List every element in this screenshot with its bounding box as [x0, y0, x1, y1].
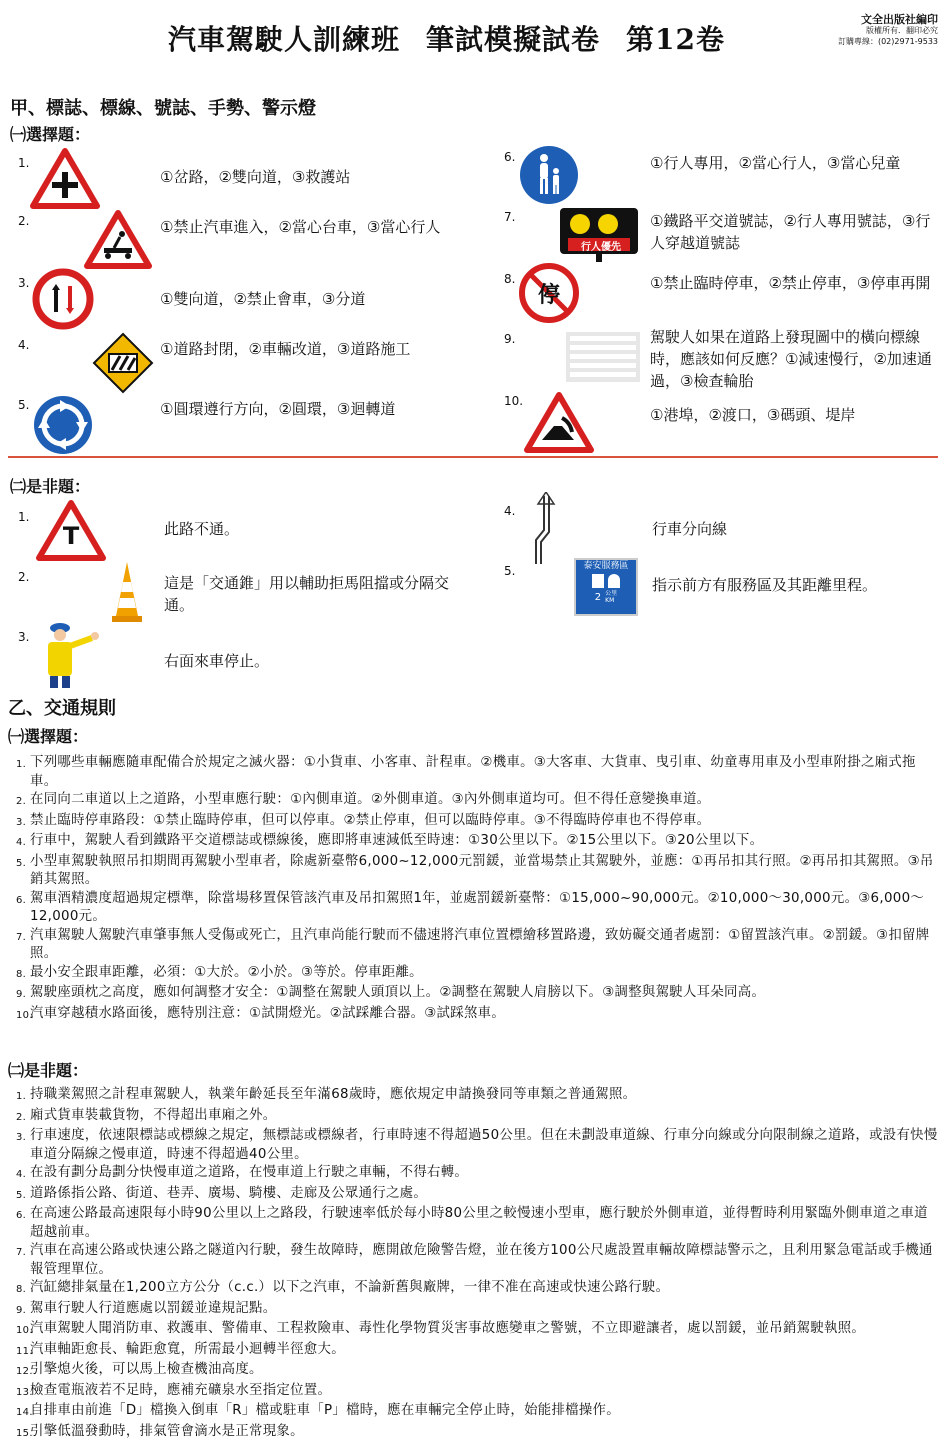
- service-area-sign: [574, 558, 638, 616]
- service-distance-row: [576, 590, 636, 604]
- part-b-tf-title: ㈡是非題：: [8, 1061, 89, 1080]
- part-b-tf-list: [16, 1086, 940, 1443]
- question-text: 駕車酒精濃度超過規定標準，除當場移置保管該汽車及吊扣駕照1年，並處罰鍰新臺幣：①15,000~90,000元。②10,000～30,000元。③6,000～12,000元。: [30, 890, 925, 924]
- publisher-block: [838, 14, 938, 47]
- rule-choice-question-9: [16, 984, 940, 1005]
- question-number: 11.: [16, 1345, 33, 1357]
- part-a-signs: [0, 76, 952, 690]
- roundabout-sign-icon: [32, 394, 94, 456]
- transverse-marking-icon: [566, 332, 640, 382]
- question-text: 行車速度，依速限標誌或標線之規定，無標誌或標線者，行車時速不得超過50公里。但在未劃設車道線、行車分向線或分向限制線之道路，或設有快慢車道分隔線之慢車道，時速不得超過40公里。: [30, 1128, 938, 1162]
- lane-separation-line-icon: [524, 492, 560, 566]
- question-text: 小型車駕駛執照吊扣期間再駕駛小型車者，除處新臺幣6,000~12,000元罰鍰，並當場禁止其駕駛外，並應：①再吊扣其行照。②再吊扣其駕照。③吊銷其駕照。: [30, 853, 934, 887]
- rule-choice-question-1: [16, 754, 940, 791]
- rule-tf-question-15: [16, 1423, 940, 1444]
- part-a-tf-title: ㈡是非題：: [10, 477, 91, 496]
- sign-question-4: 4. ①道路封閉，②車輛改道，③道路施工: [18, 338, 458, 396]
- sign-question-8: 8. 停 ①禁止臨時停車，②禁止停車，③停車再開: [504, 272, 944, 330]
- rule-tf-question-2: [16, 1107, 940, 1128]
- sign-question-5: 5. ①圓環遵行方向，②圓環，③迴轉道: [18, 398, 458, 456]
- question-text: 檢查電瓶液若不足時，應補充礦泉水至指定位置。: [30, 1382, 332, 1398]
- fuel-icon: [592, 574, 604, 588]
- rule-choice-question-8: [16, 964, 940, 985]
- rule-tf-question-11: [16, 1341, 940, 1362]
- question-text: 引擎熄火後，可以馬上檢查機油高度。: [30, 1362, 263, 1377]
- sign-question-9: 9. 駕駛人如果在道路上發現圖中的橫向標線時，應該如何反應？①減速慢行，②加速通過，③檢查輪胎: [504, 328, 932, 390]
- food-icon: [608, 574, 620, 588]
- question-number: 9.: [16, 989, 27, 1000]
- question-number: 3.: [16, 1132, 27, 1143]
- service-distance-unit: 公里 KM: [605, 590, 618, 604]
- road-closed-diamond-sign-icon: [92, 332, 154, 394]
- question-number: 1.: [16, 759, 27, 770]
- rule-choice-question-6: [16, 890, 940, 927]
- question-number: 10.: [16, 1325, 33, 1336]
- question-number: 8.: [16, 1284, 27, 1295]
- question-text: 在設有劃分島劃分快慢車道之道路，在慢車道上行駛之車輛，不得右轉。: [30, 1165, 469, 1180]
- sign-question-2: 2. ①禁止汽車進入，②當心台車，③當心行人: [18, 214, 458, 272]
- question-text: 自排車由前進「D」檔換入倒車「R」檔或駐車「P」檔時，應在車輛完全停止時，始能排檔操作。: [30, 1403, 620, 1418]
- rule-tf-question-8: [16, 1279, 940, 1300]
- sign-tf-2: 2. 這是「交通錐」用以輔助拒馬阻擋或分隔交通。: [18, 570, 458, 628]
- sign-tf-5: 5. 泰安服務區 2 公里 KM 指示前方有服務區及其距離里程。: [504, 564, 944, 622]
- question-number: 1.: [16, 1091, 27, 1102]
- sign-question-10: 10. ①港埠，②渡口，③碼頭、堤岸: [504, 394, 944, 452]
- sign-tf-3: 3. 右面來車停止。: [18, 630, 458, 688]
- question-text: 在同向二車道以上之道路，小型車應行駛：①內側車道。②外側車道。③內外側車道均可。但不得任意變換車道。: [30, 792, 711, 807]
- question-text: 最小安全跟車距離，必須：①大於。②小於。③等於。停車距離。: [30, 964, 423, 980]
- rule-tf-question-10: [16, 1320, 940, 1341]
- rule-tf-question-5: [16, 1185, 940, 1206]
- question-text: 汽車駕駛人聞消防車、救護車、警備車、工程救險車、毒性化學物質災害事故應變車之警號，不立即避讓者，處以罰鍰，並吊銷駕駛執照。: [30, 1321, 866, 1336]
- rule-tf-question-4: [16, 1164, 940, 1185]
- title-exam: 筆試模擬試卷: [426, 23, 601, 56]
- question-text: 廂式貨車裝載貨物，不得超出車廂之外。: [30, 1107, 277, 1123]
- crossroad-sign-icon: [30, 148, 100, 210]
- rule-tf-question-6: [16, 1205, 940, 1242]
- page-title: [168, 18, 751, 58]
- title-course: 汽車駕駛人訓練班: [168, 23, 401, 56]
- question-number: 14.: [16, 1407, 33, 1418]
- question-text: 禁止臨時停車路段：①禁止臨時停車，但可以停車。②禁止停車，但可以臨時停車。③不得臨時停車也不得停車。: [30, 812, 711, 828]
- part-a-title: 甲、標誌、標線、號誌、手勢、警示燈: [10, 98, 316, 119]
- pedestrian-priority-label: 行人優先: [581, 242, 621, 253]
- rule-choice-question-7: [16, 927, 940, 964]
- question-number: 3.: [16, 816, 27, 828]
- service-icons: [576, 574, 636, 588]
- part-b-choice-title: ㈠選擇題：: [8, 727, 89, 746]
- rule-tf-question-13: [16, 1382, 940, 1403]
- rule-tf-question-12: [16, 1361, 940, 1382]
- question-number: 2.: [16, 1111, 27, 1123]
- sign-tf-1: 1. T 此路不通。: [18, 510, 458, 568]
- question-number: 12.: [16, 1366, 33, 1377]
- rule-choice-question-2: [16, 791, 940, 812]
- question-number: 4.: [16, 837, 27, 848]
- question-number: 15.: [16, 1427, 33, 1439]
- question-text: 汽車在高速公路或快速公路之隧道內行駛，發生故障時，應開啟危險警告燈，並在後方100公尺處設置車輛故障標誌警示之，且利用緊急電話或手機通報管理單位。: [30, 1243, 933, 1277]
- copyright: 版權所有．翻印必究: [866, 26, 938, 35]
- title-volume: 第12卷: [626, 23, 725, 56]
- question-number: 13.: [16, 1386, 33, 1398]
- publisher: 文全出版社編印: [861, 13, 938, 26]
- service-area-name: 泰安服務區: [583, 561, 629, 571]
- rule-tf-question-3: [16, 1127, 940, 1164]
- header: [0, 10, 952, 70]
- pedestrian-only-sign-icon: [518, 144, 580, 206]
- question-text: 汽缸總排氣量在1,200立方公分（c.c.）以下之汽車，不論新舊與廠牌，一律不准在高速或快速公路行駛。: [30, 1280, 670, 1295]
- rule-tf-question-9: [16, 1300, 940, 1321]
- traffic-police-hand-signal-icon: [38, 622, 108, 690]
- question-text: 在高速公路最高速限每小時90公里以上之路段，行駛速率低於每小時80公里之較慢速小型車，應行駛於外側車道，並得暫時利用緊臨外側車道之車道超越前車。: [30, 1206, 928, 1240]
- part-b-rules: [0, 690, 952, 1448]
- stop-character: 停: [537, 283, 560, 308]
- trolley-warning-sign-icon: [84, 210, 152, 270]
- sign-question-6: 6. ①行人專用，②當心行人，③當心兒童: [504, 150, 944, 208]
- sign-question-3: 3. ①雙向道，②禁止會車，③分道: [18, 276, 458, 334]
- question-number: 5.: [16, 857, 27, 869]
- question-text: 下列哪些車輛應隨車配備合於規定之滅火器：①小貨車、小客車、計程車。②機車。③大客車、大貨車、曳引車、幼童專用車及小型車附掛之廂式拖車。: [30, 755, 916, 789]
- waterfront-warning-sign-icon: [524, 392, 594, 454]
- rule-tf-question-14: [16, 1402, 940, 1423]
- section-divider: [8, 456, 938, 458]
- question-number: 7.: [16, 931, 27, 943]
- part-a-choice-title: ㈠選擇題：: [10, 125, 91, 144]
- question-number: 7.: [16, 1247, 27, 1258]
- question-text: 行車中，駕駛人看到鐵路平交道標誌或標線後，應即將車速減低至時速：①30公里以下。②15公里以下。③20公里以下。: [30, 833, 764, 848]
- rule-tf-question-1: [16, 1086, 940, 1107]
- question-number: 8.: [16, 968, 27, 980]
- part-b-choice-list: [16, 754, 940, 1025]
- rule-choice-question-5: [16, 853, 940, 890]
- service-distance: 2: [594, 591, 602, 603]
- question-number: 6.: [16, 1210, 27, 1221]
- question-number: 2.: [16, 796, 27, 807]
- dead-end-t-letter: T: [62, 522, 80, 550]
- part-b-title: 乙、交通規則: [8, 698, 116, 719]
- order-phone: 訂購專線：(02)2971-9533: [837, 37, 938, 46]
- question-number: 6.: [16, 894, 27, 906]
- rule-choice-question-3: [16, 812, 940, 833]
- question-number: 5.: [16, 1189, 27, 1201]
- sign-question-7: 7. 行人優先 ①鐵路平交道號誌，②行人專用號誌，③行人穿越道號誌: [504, 210, 944, 268]
- rule-tf-question-7: [16, 1242, 940, 1279]
- question-text: 引擎低溫發動時，排氣管會滴水是正常現象。: [30, 1423, 304, 1439]
- rule-choice-question-10: [16, 1005, 940, 1026]
- question-text: 駕駛座頭枕之高度，應如何調整才安全：①調整在駕駛人頭頂以上。②調整在駕駛人肩膀以下。③調整與駕駛人耳朵同高。: [30, 985, 766, 1000]
- question-text: 汽車駕駛人駕駛汽車肇事無人受傷或死亡，且汽車尚能行駛而不儘速將汽車位置標繪移置路邊，致妨礙交通者處罰：①留置該汽車。②罰鍰。③扣留牌照。: [30, 927, 930, 961]
- rule-choice-question-4: [16, 832, 940, 853]
- sign-tf-4: 4. 行車分向線: [504, 504, 944, 562]
- question-text: 汽車穿越積水路面後，應特別注意：①試開燈光。②試踩離合器。③試踩煞車。: [30, 1005, 506, 1021]
- question-text: 持職業駕照之計程車駕駛人，執業年齡延長至年滿68歲時，應依規定申請換發同等車類之普通駕照。: [30, 1087, 637, 1102]
- pedestrian-signal-icon: [558, 206, 640, 266]
- question-text: 道路係指公路、街道、巷弄、廣場、騎樓、走廊及公眾通行之處。: [30, 1185, 428, 1201]
- question-number: 10.: [16, 1009, 33, 1021]
- question-number: 4.: [16, 1169, 27, 1180]
- no-passing-sign-icon: [32, 268, 94, 330]
- question-text: 汽車軸距愈長、輪距愈寬，所需最小迴轉半徑愈大。: [30, 1341, 345, 1357]
- sign-question-1: 1. ①岔路，②雙向道，③救護站: [18, 156, 458, 214]
- question-text: 駕車行駛人行道應處以罰鍰並違規記點。: [30, 1300, 277, 1316]
- question-number: 9.: [16, 1304, 27, 1316]
- traffic-cone-icon: [110, 560, 144, 626]
